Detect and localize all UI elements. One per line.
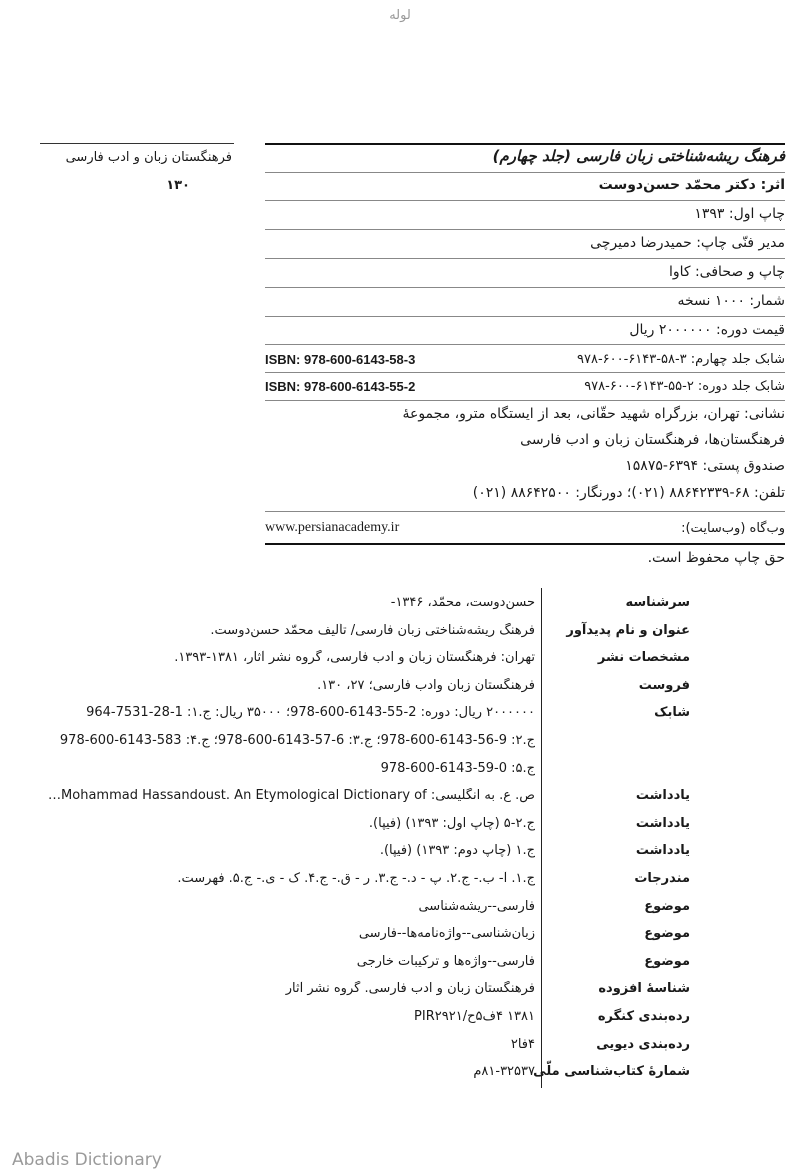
catalog-label: شابک	[654, 705, 690, 720]
catalog-value: فرهنگستان زبان و ادب فارسی. گروه نشر آثار	[285, 981, 535, 996]
address-line-1: نشانی: تهران، بزرگراه شهید حقّانی، بعد از ایستگاه مترو، مجموعهٔ	[402, 406, 785, 422]
series-top-rule	[40, 143, 234, 144]
series-title: فرهنگستان زبان و ادب فارسی	[65, 150, 232, 165]
catalog-divider	[541, 588, 542, 1088]
catalog-value: ج.۲: 9-56-6143-600-978؛ ج.۳: 6-57-6143-600-978؛ ج.۴: 583-6143-600-978	[59, 733, 535, 748]
rule-5	[265, 287, 785, 288]
rule-3	[265, 229, 785, 230]
rule-7	[265, 344, 785, 345]
catalog-label: شمارهٔ کتاب‌شناسی ملّی	[533, 1064, 690, 1079]
catalog-value: حسن‌دوست، محمّد، ۱۳۴۶-	[390, 595, 535, 610]
series-number: ۱۳۰	[166, 178, 190, 193]
catalog-value: فرهنگ ریشه‌شناختی زبان فارسی/ تألیف محمّد حسن‌دوست.	[210, 623, 535, 638]
catalog-value: زبان‌شناسی--واژه‌نامه‌ها--فارسی	[358, 926, 535, 941]
catalog-label: یادداشت	[635, 816, 690, 831]
watermark: Abadis Dictionary	[12, 1150, 162, 1170]
catalog-label: سرشناسه	[625, 595, 690, 610]
catalog-label: رده‌بندی کنگره	[597, 1009, 690, 1024]
rule-4	[265, 258, 785, 259]
book-author: اثر: دکتر محمّد حسن‌دوست	[598, 177, 785, 193]
catalog-label: رده‌بندی دیویی	[596, 1037, 690, 1052]
first-print: چاپ اول: ۱۳۹۳	[694, 206, 785, 222]
catalog-label: عنوان و نام پدیدآور	[566, 623, 690, 638]
price: قیمت دوره: ۲۰۰۰۰۰۰ ریال	[629, 322, 785, 338]
isbn-set-fa: شابک جلد دوره: ۲-۵۵-۶۱۴۳-۶۰۰-۹۷۸	[584, 378, 785, 394]
catalog-label: موضوع	[644, 926, 690, 941]
technical-manager: مدیر فنّی چاپ: حمیدرضا دمیرچی	[590, 235, 785, 251]
rule-2	[265, 200, 785, 201]
book-title: فرهنگ ریشه‌شناختی زبان فارسی (جلد چهارم)	[492, 147, 785, 165]
rule-8	[265, 372, 785, 373]
catalog-label: موضوع	[644, 899, 690, 914]
catalog-value: تهران: فرهنگستان زبان و ادب فارسی، گروه نشر آثار، ۱۳۸۱-۱۳۹۳.	[174, 650, 535, 665]
printing: چاپ و صحافی: کاوا	[668, 264, 785, 280]
copyright-notice: حق چاپ محفوظ است.	[647, 550, 785, 566]
catalog-value: ج.۲-۵ (چاپ اول: ۱۳۹۳) (فیپا).	[368, 816, 535, 831]
title-top-rule	[265, 143, 785, 145]
catalog-value: ج.۵: 0-59-6143-600-978	[380, 761, 535, 776]
phone-fax: تلفن: ۶۸-۸۸۶۴۲۳۳۹ (۰۲۱)؛ دورنگار: ۸۸۶۴۲۵۰۰ (۰۲۱)	[472, 485, 785, 501]
isbn-set-row	[265, 375, 785, 397]
isbn-volume-fa: شابک جلد چهارم: ۳-۵۸-۶۱۴۳-۶۰۰-۹۷۸	[577, 351, 785, 367]
catalog-label: موضوع	[644, 954, 690, 969]
website-url[interactable]: www.persianacademy.ir	[265, 520, 400, 535]
catalog-value: ص. ع. به انگلیسی: Mohammad Hassandoust. An Etymological Dictionary of…	[48, 788, 535, 803]
catalog-value: ۲۰۰۰۰۰۰ ریال: دوره: 2-55-6143-600-978؛ ۳۵۰۰۰ ریال: ج.۱: 1-28-7531-964	[86, 705, 535, 720]
address-line-2: فرهنگستان‌ها، فرهنگستان زبان و ادب فارسی	[520, 432, 785, 448]
catalog-value: ۸۱-۳۲۵۳۷م	[473, 1064, 535, 1079]
catalog-value: ج.۱. آ- ب.- ج.۲. پ - د.- ج.۳. ر - ق.- ج.۴. ک - ی.- ج.۵. فهرست.	[177, 871, 535, 886]
website-label: وب‌گاه (وب‌سایت):	[681, 520, 785, 536]
catalog-label: یادداشت	[635, 788, 690, 803]
page-header-word: لوله	[389, 8, 411, 23]
rule-9	[265, 400, 785, 401]
isbn-set-en: ISBN: 978-600-6143-55-2	[265, 378, 416, 394]
website-row	[265, 516, 785, 540]
catalog-value: فرهنگستان زبان وادب فارسی؛ ۲۷، ۱۳۰.	[317, 678, 535, 693]
isbn-volume-row	[265, 348, 785, 370]
catalog-label: مندرجات	[634, 871, 690, 886]
catalog-label: فروست	[638, 678, 690, 693]
catalog-value: فارسی--ریشه‌شناسی	[418, 899, 535, 914]
isbn-volume-en: ISBN: 978-600-6143-58-3	[265, 351, 416, 367]
rule-6	[265, 316, 785, 317]
rule-1	[265, 172, 785, 173]
copies: شمار: ۱۰۰۰ نسخه	[677, 293, 785, 309]
catalog-value: ۱۳۸۱ ۴ف۵ح/PIR۲۹۲۱	[414, 1009, 535, 1024]
rule-10	[265, 511, 785, 512]
catalog-label: مشخصات نشر	[597, 650, 690, 665]
catalog-value: ج.۱ (چاپ دوم: ۱۳۹۳) (فیپا).	[379, 843, 535, 858]
rule-11	[265, 543, 785, 545]
catalog-label: شناسهٔ افزوده	[598, 981, 690, 996]
catalog-label: یادداشت	[635, 843, 690, 858]
catalog-value: ۴فا۲	[510, 1037, 535, 1052]
po-box: صندوق پستی: ۶۳۹۴-۱۵۸۷۵	[625, 458, 785, 474]
catalog-value: فارسی--واژه‌ها و ترکیبات خارجی	[356, 954, 535, 969]
